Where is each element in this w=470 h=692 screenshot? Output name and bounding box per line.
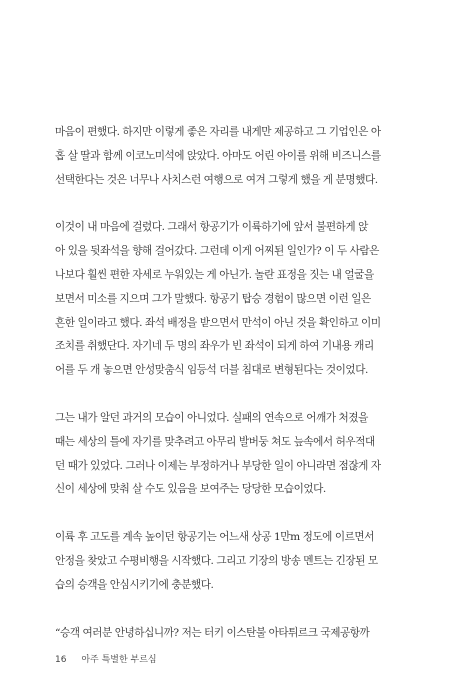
text-line: 마음이 편했다. 하지만 이렇게 좋은 자리를 내게만 제공하고 그 기업인은 아 bbox=[55, 126, 381, 138]
text-line: 선택한다는 것은 너무나 사치스런 여행으로 여겨 그렇게 했을 게 분명했다. bbox=[55, 173, 378, 186]
paragraph bbox=[55, 526, 415, 597]
text-line: 흔한 일이라고 했다. 좌석 배정을 받으면서 만석이 아닌 것을 확인하고 이미 bbox=[55, 316, 381, 329]
text-line: 안정을 찾았고 수평비행을 시작했다. 그리고 기장의 방송 멘트는 긴장된 모 bbox=[55, 554, 378, 567]
paragraph bbox=[55, 622, 415, 646]
paragraph bbox=[55, 216, 415, 383]
text-line: 그는 내가 알던 과거의 모습이 아니었다. 실패의 연속으로 어깨가 처졌을 bbox=[55, 411, 368, 424]
text-line: 아 있을 뒷좌석을 향해 걸어갔다. 그런데 이게 어찌된 일인가? 이 두 사람은 bbox=[55, 245, 379, 258]
text-line: 조치를 취했단다. 자기네 두 명의 좌우가 빈 좌석이 되게 하여 기내용 캐리 bbox=[55, 340, 374, 353]
running-title: 아주 특별한 부르심 bbox=[81, 655, 157, 665]
text-line: “승객 여러분 안녕하십니까? 저는 터키 이스탄불 아타튀르크 국제공항까 bbox=[55, 626, 370, 639]
text-line: 홉 살 딸과 함께 이코노미석에 앉았다. 아마도 어린 아이를 위해 비즈니스를 bbox=[55, 149, 381, 162]
text-line: 습의 승객을 안심시키기에 충분했다. bbox=[55, 578, 214, 591]
text-line: 보면서 미소를 지으며 그가 말했다. 항공기 탑승 경험이 많으면 이런 일은 bbox=[55, 292, 371, 305]
text-line: 던 때가 있었다. 그러나 이제는 부정하거나 부당한 일이 아니라면 점잖게 자 bbox=[55, 459, 381, 472]
text-line: 어를 두 개 놓으면 안성맞춤식 임등석 더블 침대로 변형된다는 것이었다. bbox=[55, 364, 368, 377]
text-line: 때는 세상의 틀에 자기를 맞추려고 아무리 발버둥 쳐도 늪속에서 허우적대 bbox=[55, 435, 375, 448]
text-line: 이륙 후 고도를 계속 높이던 항공기는 어느새 상공 1만m 정도에 이르면서 bbox=[55, 531, 374, 544]
page-footer bbox=[55, 652, 157, 665]
paragraph bbox=[55, 407, 415, 502]
text-line: 나보다 훨씬 편한 자세로 누워있는 게 아닌가. 놀란 표정을 짓는 내 얼굴을 bbox=[55, 268, 374, 281]
text-line: 신이 세상에 맞춰 살 수도 있음을 보여주는 당당한 모습이었다. bbox=[55, 483, 326, 496]
paragraph bbox=[55, 121, 415, 192]
page-number: 16 bbox=[55, 655, 67, 665]
body-text bbox=[55, 121, 415, 669]
text-line: 이것이 내 마음에 걸렸다. 그래서 항공기가 이륙하기에 앞서 불편하게 앉 bbox=[55, 221, 368, 234]
